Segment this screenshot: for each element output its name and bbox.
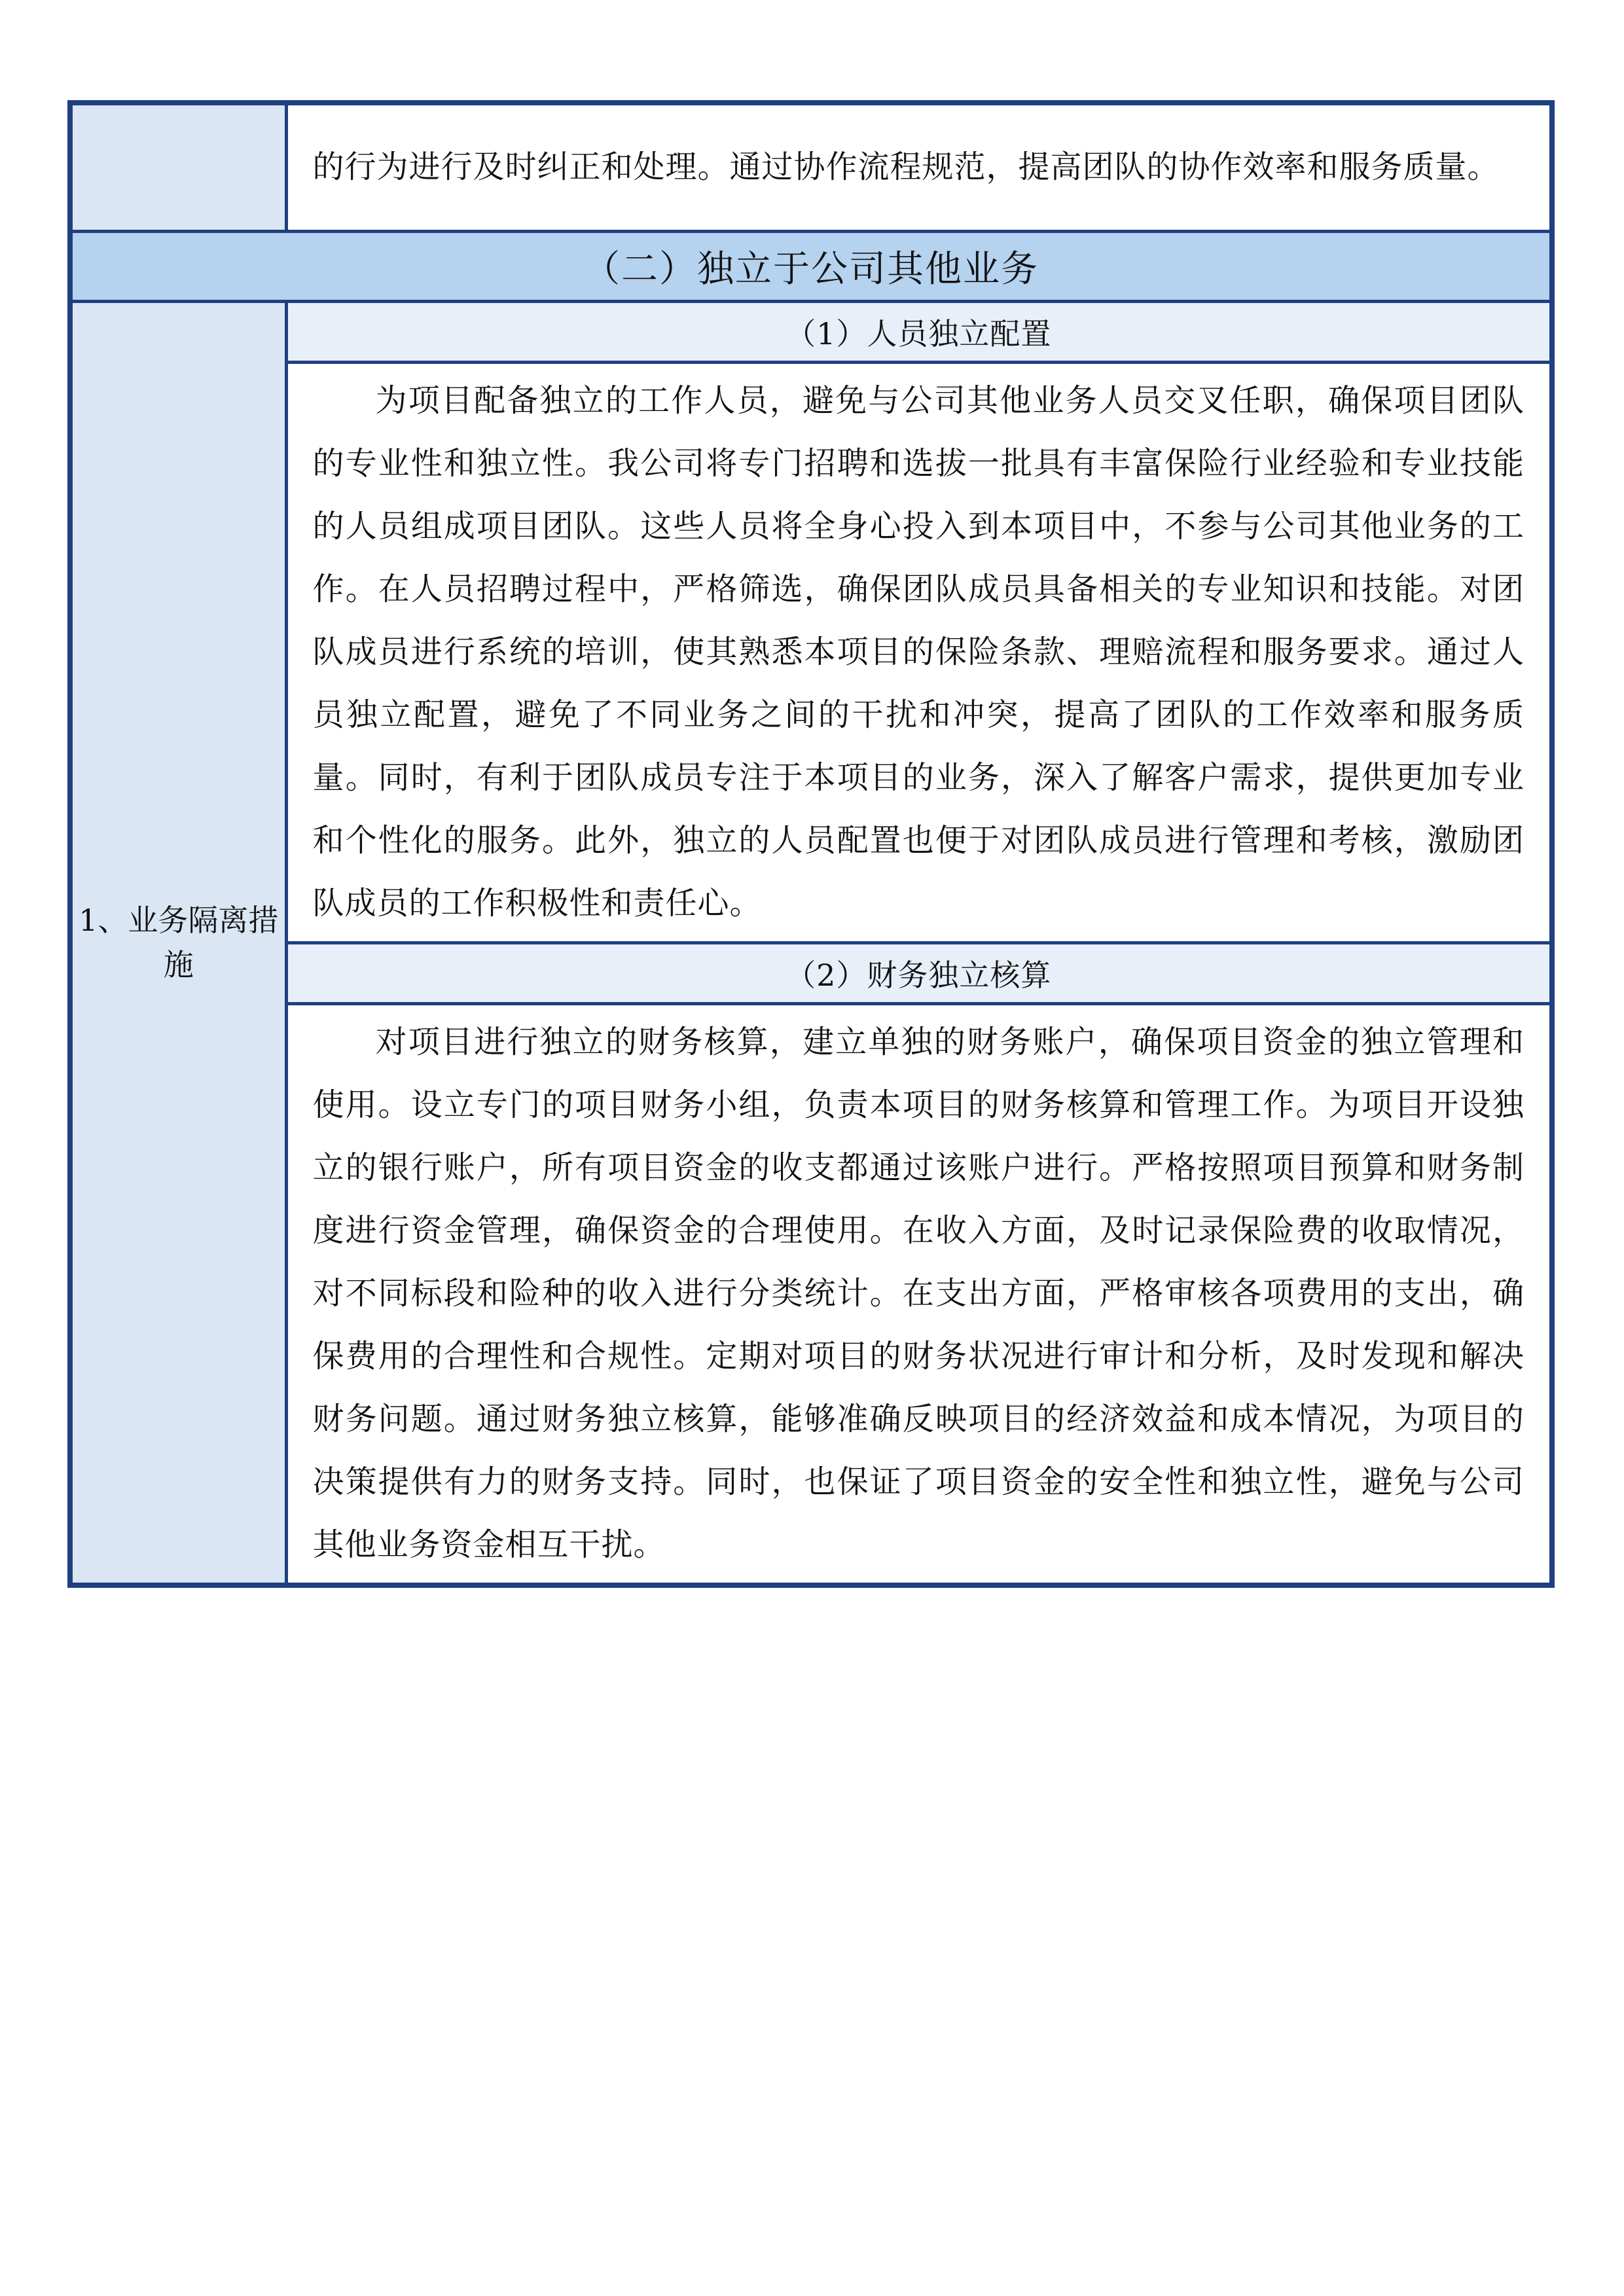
- item-body-cell: [286, 1003, 1552, 1585]
- carryover-left-cell: [70, 103, 286, 231]
- carryover-row: [70, 103, 1552, 231]
- item-title-row: [70, 301, 1552, 362]
- section-title: （二）独立于公司其他业务: [70, 231, 1552, 301]
- section-row: [70, 231, 1552, 301]
- item-body: 对项目进行独立的财务核算，建立单独的财务账户，确保项目资金的独立管理和使用。设立专门的项目财务小组，负责本项目的财务核算和管理工作。为项目开设独立的银行账户，所有项目资金的收支都通过该账户进行。严格按照项目预算和财务制度进行资金管理，确保资金的合理使用。在收入方面，及时记录保险费的收取情况，对不同标段和险种的收入进行分类统计。在支出方面，严格审核各项费用的支出，确保费用的合理性和合规性。定期对项目的财务状况进行审计和分析，及时发现和解决财务问题。通过财务独立核算，能够准确反映项目的经济效益和成本情况，为项目的决策提供有力的财务支持。同时，也保证了项目资金的安全性和独立性，避免与公司其他业务资金相互干扰。: [312, 1023, 1525, 1563]
- item-body: 为项目配备独立的工作人员，避免与公司其他业务人员交叉任职，确保项目团队的专业性和独立性。我公司将专门招聘和选拔一批具有丰富保险行业经验和专业技能的人员组成项目团队。这些人员将全身心投入到本项目中，不参与公司其他业务的工作。在人员招聘过程中，严格筛选，确保团队成员具备相关的专业知识和技能。对团队成员进行系统的培训，使其熟悉本项目的保险条款、理赔流程和服务要求。通过人员独立配置，避免了不同业务之间的干扰和冲突，提高了团队的工作效率和服务质量。同时，有利于团队成员专注于本项目的业务，深入了解客户需求，提供更加专业和个性化的服务。此外，独立的人员配置也便于对团队成员进行管理和考核，激励团队成员的工作积极性和责任心。: [312, 382, 1525, 922]
- carryover-text: 的行为进行及时纠正和处理。通过协作流程规范，提高团队的协作效率和服务质量。: [312, 148, 1500, 185]
- row-label: 1、业务隔离措施: [70, 301, 286, 1585]
- measures-table: [67, 100, 1555, 1588]
- item-title: （1）人员独立配置: [286, 301, 1552, 362]
- item-title: （2）财务独立核算: [286, 942, 1552, 1003]
- item-body-row: [70, 1003, 1552, 1585]
- item-title-row: [70, 942, 1552, 1003]
- carryover-cell: [286, 103, 1552, 231]
- item-body-cell: [286, 362, 1552, 942]
- item-body-row: [70, 362, 1552, 942]
